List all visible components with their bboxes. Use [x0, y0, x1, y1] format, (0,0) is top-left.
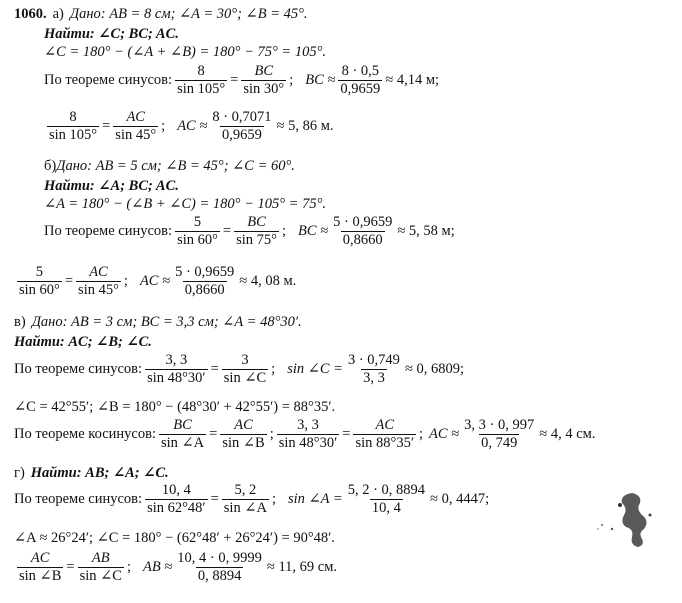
fraction: $\frac{AB}{\sin \angle C}$ — [79, 550, 122, 584]
part-c-find: Найти: AC; ∠B; ∠C. — [14, 334, 152, 350]
part-d-find-line — [14, 464, 169, 482]
part-c-label: в) — [14, 314, 26, 330]
part-c-theorem-cos-label: По теореме косинусов: — [14, 426, 156, 442]
part-a-given: Дано: AB = 8 см; ∠A = 30°; ∠B = 45°. — [69, 6, 308, 22]
part-d-find: Найти: AB; ∠A; ∠C. — [30, 465, 169, 481]
part-b-bc-result: ≈ 5, 58 м; — [397, 223, 455, 239]
fraction: $\frac{BC}{\sin 75^\circ}$ — [236, 214, 277, 248]
part-c-given-line — [14, 314, 302, 331]
fraction: $\frac{8 \cdot 0,7071}{0,9659}$ — [212, 109, 272, 143]
fraction: $\frac{AC}{\sin 45^\circ}$ — [115, 109, 157, 143]
part-b-given-line — [44, 158, 295, 175]
part-c-theorem-sin-label: По теореме синусов: — [14, 361, 143, 377]
part-d-ab-line: $\frac{AC}{\sin \angle B}$ = $\frac{AB}{\sin \angle C}$ ; AB ≈ $\frac{10, 4 \cdot 0, 9999}{0, 8894}$ ≈ 11, 69 см. — [19, 550, 338, 584]
part-c-given: Дано: AB = 3 см; BC = 3,3 см; ∠A = 48°30′. — [31, 314, 302, 330]
fraction: $\frac{3 \cdot 0,749}{3, 3}$ — [347, 352, 400, 386]
part-d-theorem-label: По теореме синусов: — [14, 491, 143, 507]
part-d-ab-result: ≈ 11, 69 см. — [266, 559, 338, 575]
fraction: $\frac{3, 3 \cdot 0, 997}{0, 749}$ — [464, 417, 535, 451]
fraction: $\frac{5}{\sin 60^\circ}$ — [177, 214, 218, 248]
part-b-label: б) — [44, 158, 57, 174]
fraction: $\frac{3, 3}{\sin 48^\circ 30'}$ — [147, 352, 206, 386]
part-a-angle-c: ∠C = 180° − (∠A + ∠B) = 180° − 75° = 105°. — [44, 44, 327, 60]
fraction: $\frac{5 \cdot 0,9659}{0,8660}$ — [333, 214, 393, 248]
fraction: $\frac{5 \cdot 0,9659}{0,8660}$ — [175, 264, 235, 298]
part-c-sinc-result: ≈ 0, 6809; — [404, 361, 465, 377]
part-a-sine-law-ac: $\frac{8}{\sin 105^\circ}$ = $\frac{AC}{\sin 45^\circ}$ ; AC ≈ $\frac{8 \cdot 0,7071}{0,9659}$ ≈ 5, 86 м. — [49, 109, 334, 143]
part-c-cosine-law: По теореме косинусов: $\frac{BC}{\sin \angle A}$ = $\frac{AC}{\sin \angle B}$ ; $\frac{3, 3}{\sin 48^\circ 30'}$ = $\frac{AC}{\sin 88^\circ 35'}$ ; AC ≈ $\frac{3, 3 \cdot 0, 997}{0, 749}$ ≈ 4, 4 см. — [14, 417, 596, 451]
fraction: $\frac{BC}{\sin 30^\circ}$ — [243, 63, 285, 97]
fraction: $\frac{AC}{\sin \angle B}$ — [19, 550, 62, 584]
part-b-given: Дано: AB = 5 см; ∠B = 45°; ∠C = 60°. — [56, 158, 295, 174]
fraction: $\frac{3, 3}{\sin 48^\circ 30'}$ — [278, 417, 338, 451]
part-a-given-line — [14, 6, 308, 23]
part-b-find: Найти: ∠A; BC; AC. — [44, 178, 179, 194]
part-a-theorem-label: По теореме синусов: — [44, 72, 173, 88]
part-b-angle-a: ∠A = 180° − (∠B + ∠C) = 180° − 105° = 75°. — [44, 196, 327, 212]
fraction: $\frac{10, 4}{\sin 62^\circ 48'}$ — [147, 482, 206, 516]
part-a-ac-result: ≈ 5, 86 м. — [276, 118, 334, 134]
part-d-sina-result: ≈ 0, 4447; — [430, 491, 490, 507]
fraction: $\frac{5}{\sin 60^\circ}$ — [19, 264, 60, 298]
part-c-sine-law: По теореме синусов: $\frac{3, 3}{\sin 48^\circ 30'}$ = $\frac{3}{\sin \angle C}$ ; sin ∠C = $\frac{3 \cdot 0,749}{3, 3}$ ≈ 0, 6809; — [14, 352, 465, 386]
part-c-angles: ∠C = 42°55′; ∠B = 180° − (48°30′ + 42°55′) = 88°35′. — [14, 399, 336, 415]
part-a-sine-law-bc: По теореме синусов: $\frac{8}{\sin 105^\circ}$ = $\frac{BC}{\sin 30^\circ}$ ; BC ≈ $\frac{8 \cdot 0,5}{0,9659}$ ≈ 4,14 м; — [44, 63, 440, 97]
part-b-sine-law-ac: $\frac{5}{\sin 60^\circ}$ = $\frac{AC}{\sin 45^\circ}$ ; AC ≈ $\frac{5 \cdot 0,9659}{0,8660}$ ≈ 4, 08 м. — [19, 264, 297, 298]
part-b-theorem-label: По теореме синусов: — [44, 223, 173, 239]
part-c-ac-result: ≈ 4, 4 см. — [539, 426, 596, 442]
fraction: $\frac{5, 2 \cdot 0, 8894}{10, 4}$ — [347, 482, 426, 516]
fraction: $\frac{AC}{\sin 45^\circ}$ — [78, 264, 119, 298]
fraction: $\frac{5, 2}{\sin \angle A}$ — [223, 482, 267, 516]
part-a-label: а) — [52, 6, 64, 22]
fraction: $\frac{8}{\sin 105^\circ}$ — [49, 109, 98, 143]
fraction: $\frac{AC}{\sin \angle B}$ — [222, 417, 265, 451]
fraction: $\frac{BC}{\sin \angle A}$ — [160, 417, 205, 451]
fraction: $\frac{3}{\sin \angle C}$ — [223, 352, 267, 386]
part-d-label: г) — [14, 464, 25, 481]
fraction: $\frac{AC}{\sin 88^\circ 35'}$ — [355, 417, 414, 451]
scan-blot — [590, 485, 665, 555]
fraction: $\frac{8}{\sin 105^\circ}$ — [177, 63, 226, 97]
fraction: $\frac{10, 4 \cdot 0, 9999}{0, 8894}$ — [177, 550, 262, 584]
problem-number: 1060. — [14, 6, 47, 22]
part-d-sine-law: По теореме синусов: $\frac{10, 4}{\sin 62^\circ 48'}$ = $\frac{5, 2}{\sin \angle A}$ ; sin ∠A = $\frac{5, 2 \cdot 0, 8894}{10, 4}$ ≈ 0, 4447; — [14, 482, 490, 516]
fraction: $\frac{8 \cdot 0,5}{0,9659}$ — [340, 63, 381, 97]
part-b-sine-law-bc: По теореме синусов: $\frac{5}{\sin 60^\circ}$ = $\frac{BC}{\sin 75^\circ}$ ; BC ≈ $\frac{5 \cdot 0,9659}{0,8660}$ ≈ 5, 58 м; — [44, 214, 455, 248]
part-a-bc-result: ≈ 4,14 м; — [385, 72, 440, 88]
part-a-find: Найти: ∠C; BC; AC. — [44, 26, 179, 42]
part-b-ac-result: ≈ 4, 08 м. — [239, 273, 297, 289]
part-d-angles: ∠A ≈ 26°24′; ∠C = 180° − (62°48′ + 26°24′) = 90°48′. — [14, 530, 335, 546]
